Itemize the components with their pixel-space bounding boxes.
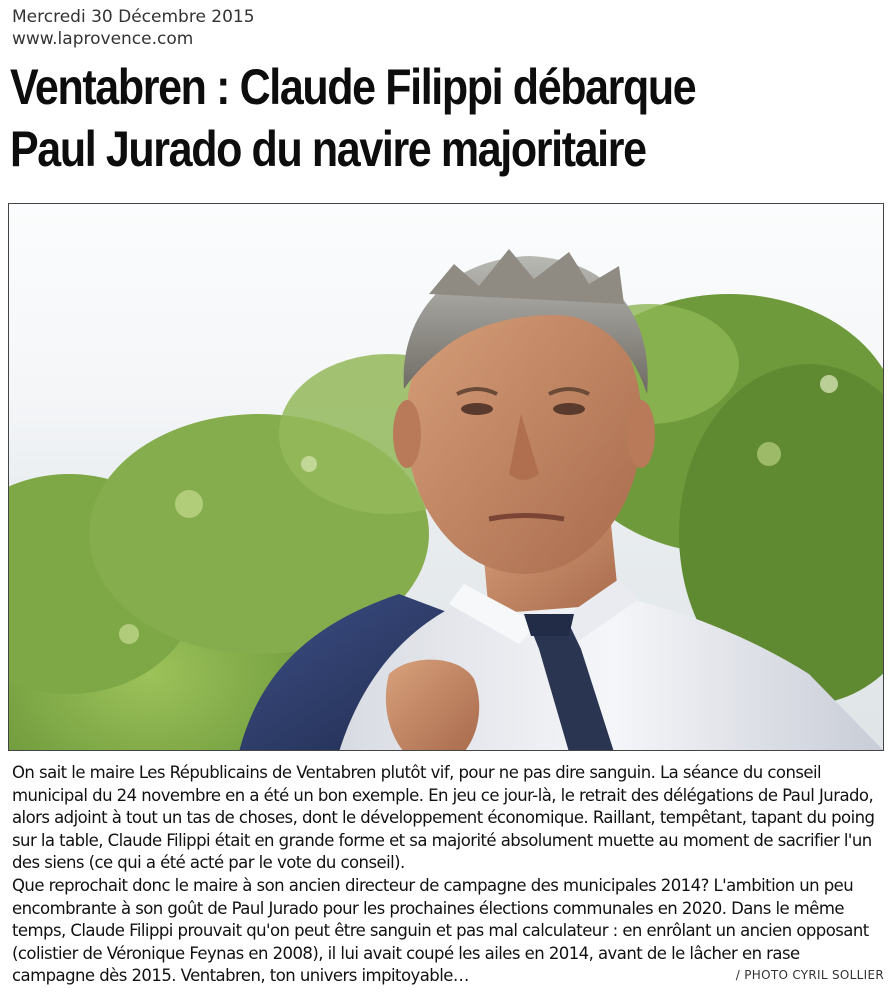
article-body xyxy=(12,762,882,988)
headline-line-1: Ventabren : Claude Filippi débarque xyxy=(10,59,696,115)
hand xyxy=(386,660,479,751)
article-photo xyxy=(8,203,884,751)
photo-credit: / PHOTO CYRIL SOLLIER xyxy=(735,968,884,982)
publication-date: Mercredi 30 Décembre 2015 xyxy=(12,7,255,27)
article-headline xyxy=(10,56,762,180)
article-meta xyxy=(12,6,255,50)
website-link[interactable]: www.laprovence.com xyxy=(12,29,194,49)
article-paragraph-2: Que reprochait donc le maire à son ancien directeur de campagne des municipales 2014? L'ambition un peu encombrante à son goût de Paul Jurado pour les prochaines élections communales en 2020. Dans le même temps, Claude Filippi prouvait qu'on peut être sanguin et pas mal calculateur : en enrôlant un ancien opposant (colistier de Véronique Feynas en 2008), il lui avait coupé les ailes en 2014, avant de le lâcher en rase campagne dès 2015. Ventabren, ton univers impitoyable… xyxy=(12,875,869,986)
portrait-illustration xyxy=(9,204,884,751)
article-paragraph-1: On sait le maire Les Républicains de Ventabren plutôt vif, pour ne pas dire sanguin. La séance du conseil municipal du 24 novembre en a été un bon exemple. En jeu ce jour-là, le retrait des délégations de Paul Jurado, alors adjoint à tout un tas de choses, dont le développement économique. Raillant, tempêtant, tapant du poing sur la table, Claude Filippi était en grande forme et sa majorité absolument muette au moment de sacrifier l'un des siens (ce qui a été acté par le vote du conseil). xyxy=(12,763,875,873)
headline-line-2: Paul Jurado du navire majoritaire xyxy=(10,121,646,177)
